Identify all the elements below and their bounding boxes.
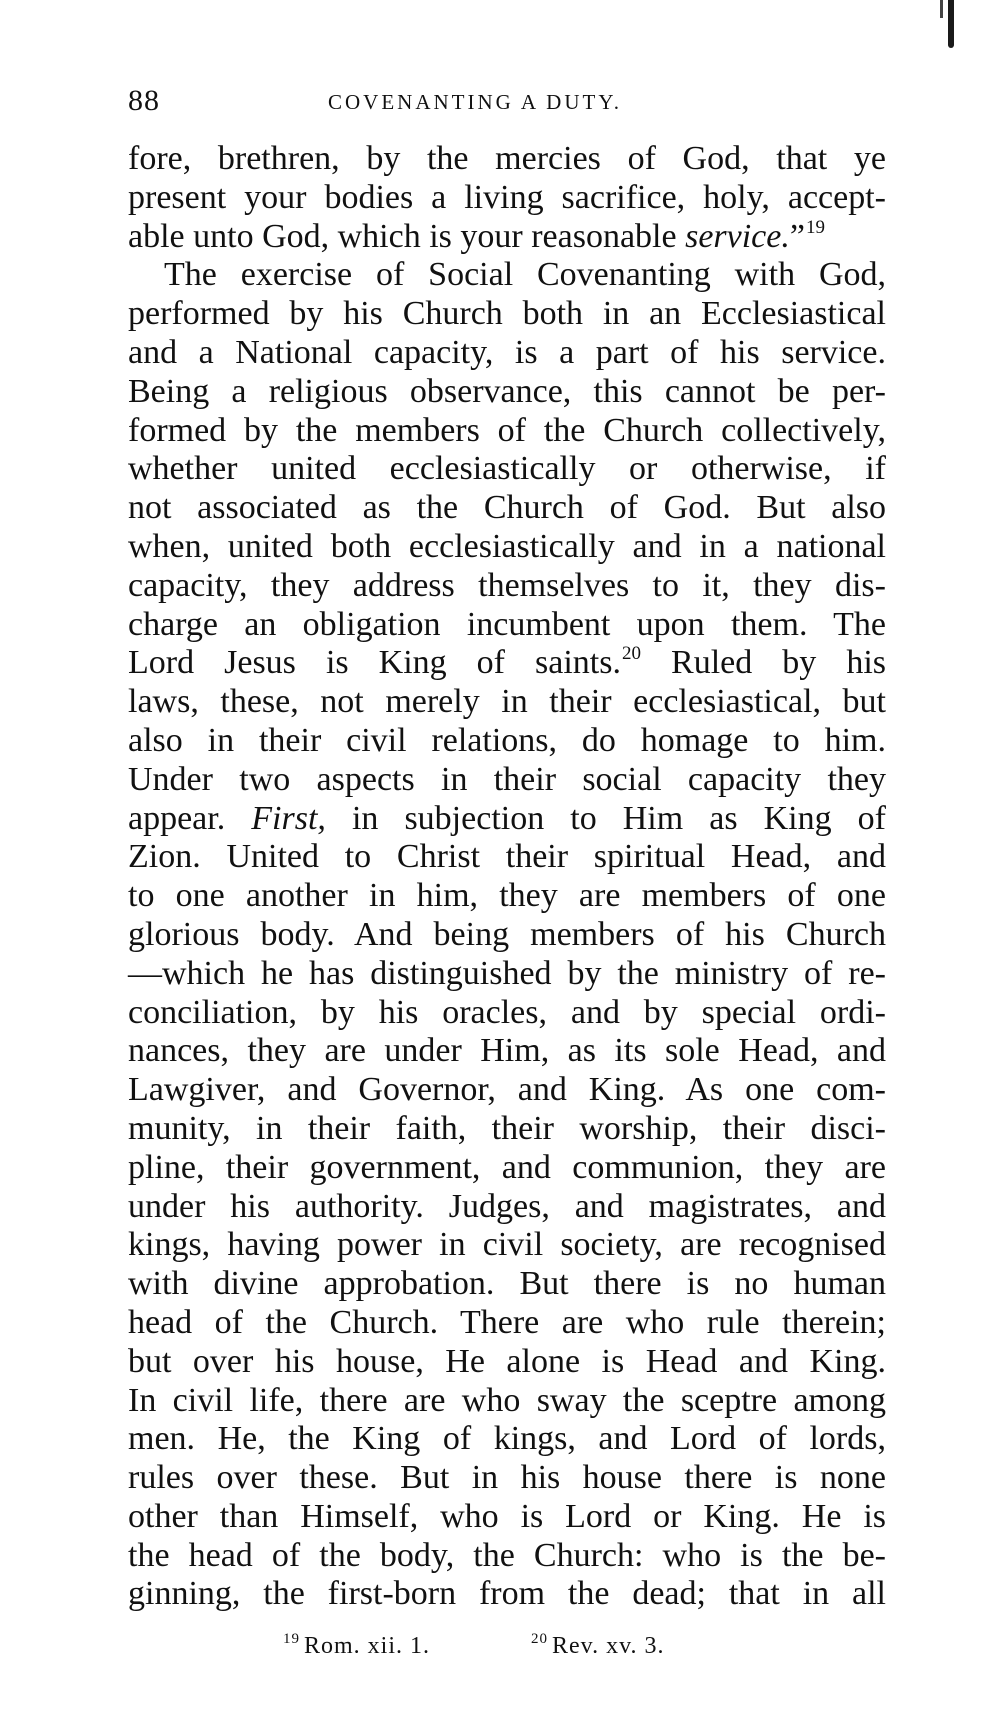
text-run: Ruled by his <box>641 644 886 682</box>
text-line: and a National capacity, is a part of his service. <box>128 333 886 371</box>
text-line: ginning, the first-born from the dead; that in all <box>128 1575 886 1613</box>
text-line: The exercise of Social Covenanting with God, <box>164 256 886 294</box>
body-text <box>128 140 886 1614</box>
text-line: to one another in him, they are members of one <box>128 877 886 915</box>
text-line: but over his house, He alone is Head and King. <box>128 1342 886 1380</box>
text-line: pline, their government, and communion, they are <box>128 1148 886 1186</box>
running-head <box>128 84 888 124</box>
footnote-reference: 19 <box>805 216 825 238</box>
footnote <box>531 1633 665 1660</box>
text-line: glorious body. And being members of his Church <box>128 915 886 953</box>
text-line: Under two aspects in their social capacity they <box>128 760 886 798</box>
text-line: Being a religious observance, this cannot be per- <box>128 372 886 410</box>
text-line: laws, these, not merely in their ecclesiastical, but <box>128 683 886 721</box>
text-line <box>128 644 886 683</box>
text-line: conciliation, by his oracles, and by special ordi- <box>128 993 886 1031</box>
text-line: head of the Church. There are who rule therein; <box>128 1303 886 1341</box>
emphasis-text: service. <box>685 217 790 255</box>
text-run: in subjection to Him as King of <box>325 799 886 837</box>
text-line: men. He, the King of kings, and Lord of lords, <box>128 1420 886 1458</box>
text-line <box>128 218 886 257</box>
page-number: 88 <box>128 84 160 117</box>
text-line: charge an obligation incumbent upon them. The <box>128 605 886 643</box>
text-line: performed by his Church both in an Ecclesiastical <box>128 295 886 333</box>
text-line: also in their civil relations, do homage to him. <box>128 721 886 759</box>
text-line: when, united both ecclesiastically and in a national <box>128 527 886 565</box>
footnote <box>283 1633 430 1660</box>
text-line: Lawgiver, and Governor, and King. As one com- <box>128 1071 886 1109</box>
text-line: In civil life, there are who sway the sceptre among <box>128 1381 886 1419</box>
text-line: —which he has distinguished by the ministry of re- <box>128 954 886 992</box>
text-line: Zion. United to Christ their spiritual Head, and <box>128 838 886 876</box>
text-line: present your bodies a living sacrifice, holy, accept- <box>128 178 886 216</box>
text-line: fore, brethren, by the mercies of God, that ye <box>128 140 886 177</box>
emphasis-text: First, <box>251 799 326 837</box>
text-line: kings, having power in civil society, are recognised <box>128 1226 886 1264</box>
text-line: formed by the members of the Church collectively, <box>128 411 886 449</box>
closing-quote: ” <box>789 217 805 255</box>
text-run: able unto God, which is your reasonable <box>128 217 686 255</box>
text-line: capacity, they address themselves to it, they dis- <box>128 566 886 604</box>
footnote-mark: 20 <box>531 1631 548 1647</box>
text-line: nances, they are under Him, as its sole Head, and <box>128 1032 886 1070</box>
text-line: under his authority. Judges, and magistrates, and <box>128 1187 886 1225</box>
running-title: COVENANTING A DUTY. <box>328 90 623 114</box>
footnote-mark: 19 <box>283 1631 300 1647</box>
footnote-text: Rev. xv. 3. <box>552 1633 665 1659</box>
page-edge-mark-small <box>940 0 943 18</box>
text-line: not associated as the Church of God. But also <box>128 489 886 527</box>
text-line: munity, in their faith, their worship, their disci- <box>128 1109 886 1147</box>
text-line: with divine approbation. But there is no human <box>128 1265 886 1303</box>
text-line: rules over these. But in his house there is none <box>128 1459 886 1497</box>
text-run: appear. <box>128 799 252 837</box>
footnote-text: Rom. xii. 1. <box>304 1633 431 1659</box>
text-line <box>128 800 886 839</box>
page-edge-mark <box>948 0 954 48</box>
text-line: whether united ecclesiastically or otherwise, if <box>128 450 886 488</box>
text-run: Lord Jesus is King of saints. <box>128 644 621 682</box>
footnote-reference: 20 <box>622 643 641 665</box>
text-line: the head of the body, the Church: who is the be- <box>128 1536 886 1574</box>
text-line: other than Himself, who is Lord or King. He is <box>128 1497 886 1535</box>
